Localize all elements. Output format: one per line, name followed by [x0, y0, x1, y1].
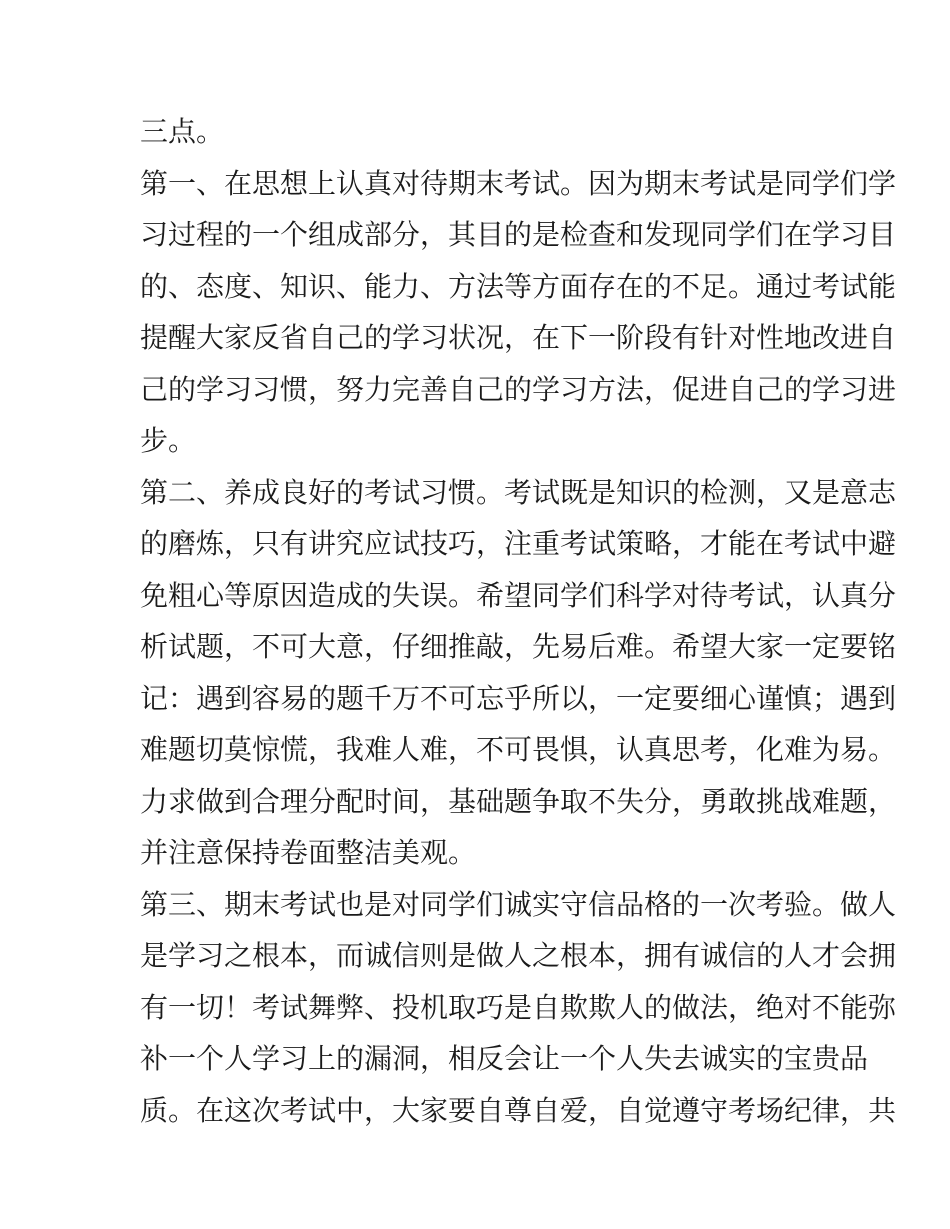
text-line: 析试题，不可大意，仔细推敲，先易后难。希望大家一定要铭: [140, 630, 897, 663]
text-line: 难题切莫惊慌，我难人难，不可畏惧，认真思考，化难为易。: [140, 733, 897, 766]
text-line: 补一个人学习上的漏洞，相反会让一个人失去诚实的宝贵品: [140, 1042, 869, 1075]
text-line: 己的学习习惯，努力完善自己的学习方法，促进自己的学习进: [140, 372, 897, 406]
text-line: 的、态度、知识、能力、方法等方面存在的不足。通过考试能: [140, 269, 897, 303]
text-line: 力求做到合理分配时间，基础题争取不失分，勇敢挑战难题，: [140, 784, 897, 818]
text-line: 并注意保持卷面整洁美观。: [140, 836, 477, 869]
text-line: 提醒大家反省自己的学习状况，在下一阶段有针对性地改进自: [140, 321, 897, 354]
text-line: 步。: [140, 424, 197, 457]
text-line: 记：遇到容易的题千万不可忘乎所以，一定要细心谨慎；遇到: [140, 681, 897, 715]
text-line: 习过程的一个组成部分，其目的是检查和发现同学们在学习目: [140, 218, 897, 251]
text-line: 三点。: [140, 115, 225, 148]
text-line: 是学习之根本，而诚信则是做人之根本，拥有诚信的人才会拥: [140, 939, 897, 972]
text-line: 第二、养成良好的考试习惯。考试既是知识的检测，又是意志: [140, 475, 897, 509]
text-line: 免粗心等原因造成的失误。希望同学们科学对待考试，认真分: [140, 578, 897, 612]
text-line: 质。在这次考试中，大家要自尊自爱，自觉遵守考场纪律，共: [140, 1093, 897, 1127]
text-line: 第三、期末考试也是对同学们诚实守信品格的一次考验。做人: [140, 887, 897, 921]
body-text: [140, 106, 897, 1136]
text-line: 有一切！考试舞弊、投机取巧是自欺欺人的做法，绝对不能弥: [140, 990, 897, 1024]
text-line: 第一、在思想上认真对待期末考试。因为期末考试是同学们学: [140, 166, 897, 200]
text-line: 的磨炼，只有讲究应试技巧，注重考试策略，才能在考试中避: [140, 527, 897, 560]
